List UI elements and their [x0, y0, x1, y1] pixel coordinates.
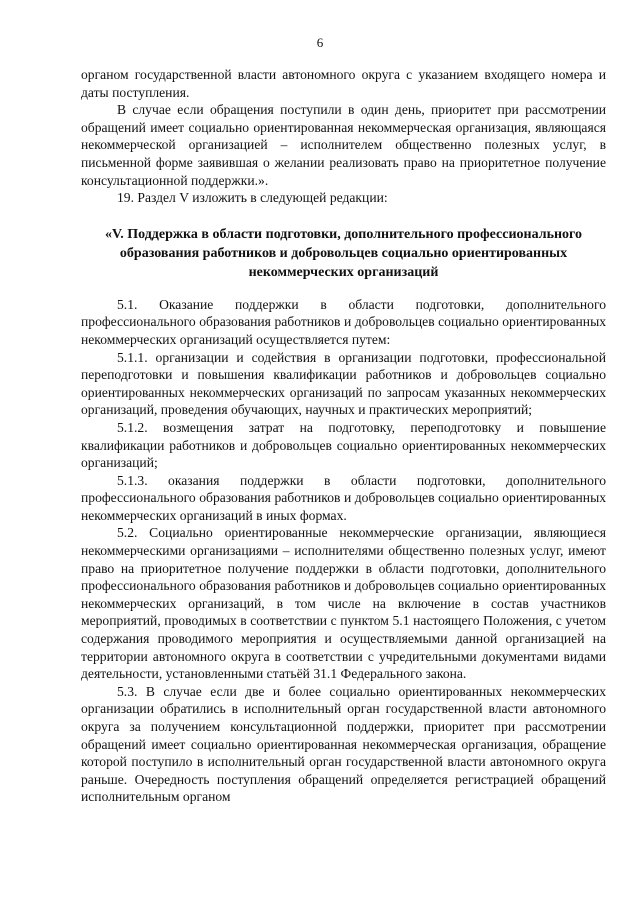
paragraph-5-1-3: 5.1.3. оказания поддержки в области подготовки, дополнительного профессионального образования работников и добровольцев социально ориентированных некоммерческих организаций в иных формах.	[81, 472, 606, 523]
document-body	[81, 66, 606, 806]
section-heading: «V. Поддержка в области подготовки, дополнительного профессионального образования работников и добровольцев социально ориентированных некоммерческих организаций	[104, 226, 583, 280]
paragraph-5-1-1: 5.1.1. организации и содействия в организации подготовки, профессиональной переподготовки и повышения квалификации работников и добровольцев социально ориентированных некоммерческих организаций по запросам указанных некоммерческих организаций, проведения обучающих, научных и практических мероприятий;	[81, 349, 606, 418]
paragraph-priority: В случае если обращения поступили в один день, приоритет при рассмотрении обращений имеет социально ориентированная некоммерческая организация, являющаяся некоммерческой организацией – исполнителем общественно полезных услуг, в письменной форме заявившая о желании реализовать право на приоритетное получение консультационной поддержки.».	[81, 102, 606, 188]
page-number: 6	[316, 35, 324, 50]
paragraph-5-1-2: 5.1.2. возмещения затрат на подготовку, переподготовку и повышение квалификации работников и добровольцев социально ориентированных некоммерческих организаций;	[81, 419, 606, 471]
paragraph-5-2: 5.2. Социально ориентированные некоммерческие организации, являющиеся некоммерческими организациями – исполнителями общественно полезных услуг, имеют право на приоритетное получение поддержки в области подготовки, дополнительного профессионального образования работников и добровольцев социально ориентированных некоммерческих организаций, в том числе на включение в состав участников мероприятий, проводимых в соответствии с пунктом 5.1 настоящего Положения, с учетом содержания проводимого мероприятия и осуществляемыми данной организацией на территории автономного округа в соответствии с учредительными документами видами деятельности, установленными статьёй 31.1 Федерального закона.	[81, 525, 606, 682]
paragraph-5-1: 5.1. Оказание поддержки в области подготовки, дополнительного профессионального образования работников и добровольцев социально ориентированных некоммерческих организаций осуществляется путем:	[81, 296, 606, 347]
paragraph-amendment: 19. Раздел V изложить в следующей редакции:	[117, 190, 388, 206]
paragraph-5-3: 5.3. В случае если две и более социально ориентированных некоммерческих организации обратились в исполнительный орган государственной власти автономного округа за получением консультационной поддержки, приоритет при рассмотрении обращений имеет социально ориентированная некоммерческая организация, обращение которой поступило в исполнительный орган государственной власти автономного округа раньше. Очередность поступления обращений определяется регистрацией обращений исполнительным органом	[81, 683, 606, 805]
paragraph-continuation: органом государственной власти автономного округа с указанием входящего номера и даты поступления.	[81, 67, 606, 100]
